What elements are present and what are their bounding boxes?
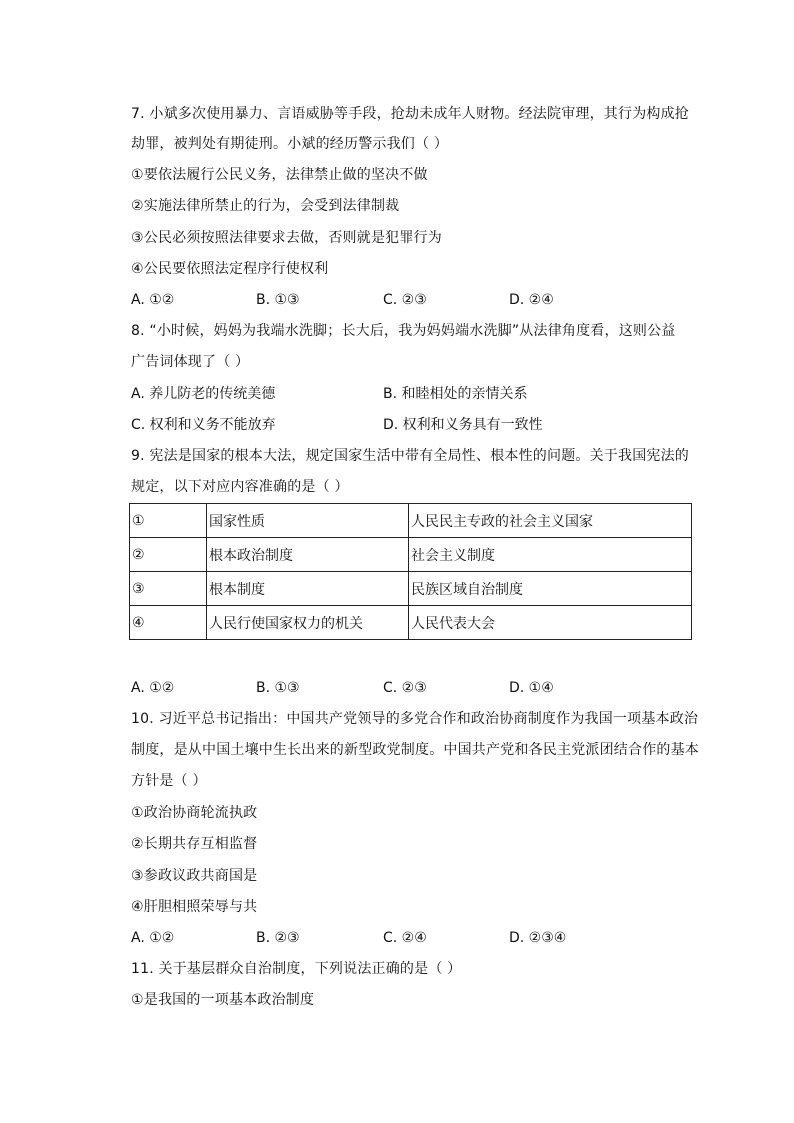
q9-option-b[interactable]: B. ①③: [256, 680, 300, 696]
q7-option-c[interactable]: C. ②③: [383, 292, 427, 308]
table-row: [130, 572, 692, 606]
q8-option-d[interactable]: D. 权利和义务具有一致性: [383, 417, 543, 433]
q10-stem-line1: 10. 习近平总书记指出：中国共产党领导的多党合作和政治协商制度作为我国一项基本政治: [131, 711, 699, 727]
q10-option-d[interactable]: D. ②③④: [509, 930, 567, 946]
q10-statement-2: ②长期共存互相监督: [131, 836, 258, 852]
q9-option-c[interactable]: C. ②③: [383, 680, 427, 696]
q8-stem-line2: 广告词体现了（ ）: [131, 354, 250, 370]
table-cell: 国家性质: [207, 504, 409, 538]
table-cell: ②: [130, 538, 207, 572]
table-cell: 人民代表大会: [409, 606, 692, 640]
q7-option-b[interactable]: B. ①③: [256, 292, 300, 308]
q9-stem-line2: 规定，以下对应内容准确的是（ ）: [131, 479, 349, 495]
q10-statement-1: ①政治协商轮流执政: [131, 805, 258, 821]
table-row: [130, 606, 692, 640]
q10-option-c[interactable]: C. ②④: [383, 930, 427, 946]
q10-statement-4: ④肝胆相照荣辱与共: [131, 899, 258, 915]
q10-stem-line3: 方针是（ ）: [131, 773, 207, 789]
table-cell: 民族区域自治制度: [409, 572, 692, 606]
q7-stem-line2: 劫罪，被判处有期徒刑。小斌的经历警示我们（ ）: [131, 136, 449, 152]
table-cell: ①: [130, 504, 207, 538]
q9-stem-line1: 9. 宪法是国家的根本大法，规定国家生活中带有全局性、根本性的问题。关于我国宪法的: [131, 448, 690, 464]
table-cell: 人民民主专政的社会主义国家: [409, 504, 692, 538]
q11-statement-1: ①是我国的一项基本政治制度: [131, 992, 315, 1008]
q7-statement-2: ②实施法律所禁止的行为，会受到法律制裁: [131, 198, 400, 214]
table-cell: 根本政治制度: [207, 538, 409, 572]
table-cell: 人民行使国家权力的机关: [207, 606, 409, 640]
table-cell: ④: [130, 606, 207, 640]
q9-table: [129, 503, 692, 640]
q9-option-d[interactable]: D. ①④: [509, 680, 554, 696]
q10-option-a[interactable]: A. ①②: [131, 930, 175, 946]
table-cell: ③: [130, 572, 207, 606]
q10-stem-line2: 制度，是从中国土壤中生长出来的新型政党制度。中国共产党和各民主党派团结合作的基本: [131, 742, 699, 758]
table-row: [130, 538, 692, 572]
q7-statement-4: ④公民要依照法定程序行使权利: [131, 261, 329, 277]
q8-stem-line1: 8. “小时候，妈妈为我端水洗脚；长大后，我为妈妈端水洗脚”从法律角度看，这则公益: [131, 323, 676, 339]
q7-option-a[interactable]: A. ①②: [131, 292, 175, 308]
q7-stem-line1: 7. 小斌多次使用暴力、言语威胁等手段，抢劫未成年人财物。经法院审理，其行为构成抢: [131, 106, 690, 122]
q11-stem-line1: 11. 关于基层群众自治制度，下列说法正确的是（ ）: [131, 961, 462, 977]
table-cell: 根本制度: [207, 572, 409, 606]
table-row: [130, 504, 692, 538]
q10-option-b[interactable]: B. ②③: [256, 930, 300, 946]
q7-statement-1: ①要依法履行公民义务，法律禁止做的坚决不做: [131, 167, 428, 183]
q7-option-d[interactable]: D. ②④: [509, 292, 554, 308]
q8-option-a[interactable]: A. 养儿防老的传统美德: [131, 386, 276, 402]
q9-option-a[interactable]: A. ①②: [131, 680, 175, 696]
q10-statement-3: ③参政议政共商国是: [131, 868, 258, 884]
q7-statement-3: ③公民必须按照法律要求去做，否则就是犯罪行为: [131, 230, 442, 246]
q8-option-b[interactable]: B. 和睦相处的亲情关系: [383, 386, 528, 402]
q8-option-c[interactable]: C. 权利和义务不能放弃: [131, 417, 276, 433]
table-cell: 社会主义制度: [409, 538, 692, 572]
